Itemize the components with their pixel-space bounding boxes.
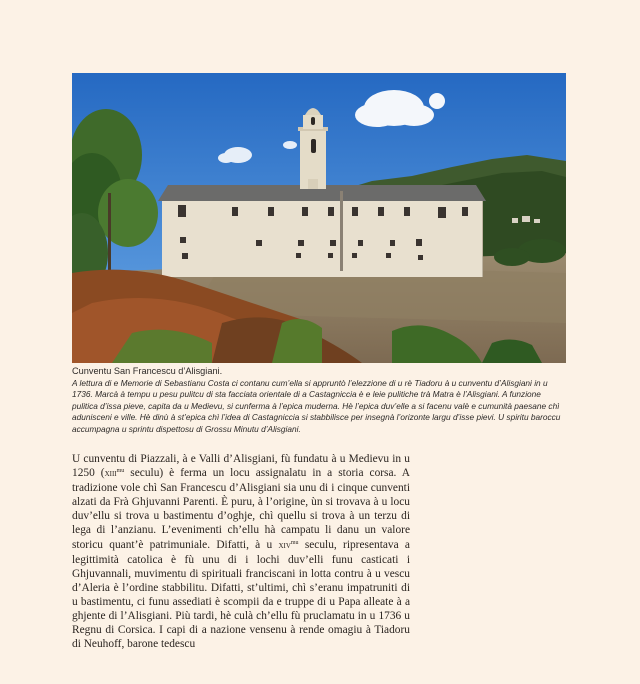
body-text-part: U cunventu di Piazzali, à e Valli d’Alisgiani, fù fundatu à u Medievu in u 1250 ( xyxy=(72,453,410,480)
body-text xyxy=(72,452,410,651)
ordinal-suffix: mu xyxy=(290,539,299,546)
century-roman: xiii xyxy=(104,468,117,480)
body-text-part: seculu, ripresentava a legittimità catolica è fù unu di i lochi duv’elli funu casticati i Ghjuvannali, muvimentu di spirituali franciscani in lotta contru à u vescu d’Aleria è l’ordine stabbilitu. Difatti, st’ultimi, chì s’eranu impatruniti di u bastimentu, ci funu assediati è scompii da e truppe di u Papa alleate à a ghjente di l’Alisgiani. Più tardi, hè culà ch’ellu fù pruclamatu in u 1736 u Regnu di Corsica. I capi di a nazione vensenu à rende omagiu à Tiadoru di Neuhoff, barone tedescu xyxy=(72,538,410,651)
body-paragraph xyxy=(72,452,410,651)
convent-building xyxy=(158,185,486,277)
century-roman: xiv xyxy=(278,539,291,551)
body-text-part: seculu) è ferma un locu assignalatu in a storia corsa. A tradizione vole chì San Francescu d’Alisgiani sia unu di i cinque cunventi alzati da Frà Ghjuvanni Parenti. È puru, à l’origine, ùn si trovava à u locu duv’ellu si trova u bastimentu d’oghje, chì quellu si trova à un terzu di lega di l’anzianu. L’evenimenti ch’ellu hà campatu li danu un valore storicu quant’è patrimuniale. Difatti, à u xyxy=(72,467,410,551)
ordinal-suffix: mu xyxy=(116,468,125,475)
caption-text: A lettura di e Memorie di Sebastianu Costa ci contanu cum’ella si appruntò l’elezzione di u rè Tiadoru à u cunventu d’Alisgiani in u 1736. Marcà à tempu u pesu pulitcu di sta facciata orientale di a Castagniccia è e leie pulitiche trà Matra è l’Alisgiani. A funzione pulitica d’issa pieve, capita da u Medievu, si cunferma à l’epica muderna. Hè l’epica duv’elle a si facenu valè e cumunità paesane chì adunisceni e ville. Hè dinù à st’epica chì l’idea di Castagniccia si stabbilisce per insegnà l’orizonte largu d’isse pievi. U spiritu baroccu accumpagna u sprintu dispettosu di Grossu Minutu d’Alisgiani. xyxy=(72,377,561,434)
photo-caption xyxy=(72,366,568,436)
convent-photo-illustration xyxy=(72,73,566,363)
convent-photo xyxy=(72,73,566,363)
caption-title: Cunventu San Francescu d’Alisgiani. xyxy=(72,366,223,376)
